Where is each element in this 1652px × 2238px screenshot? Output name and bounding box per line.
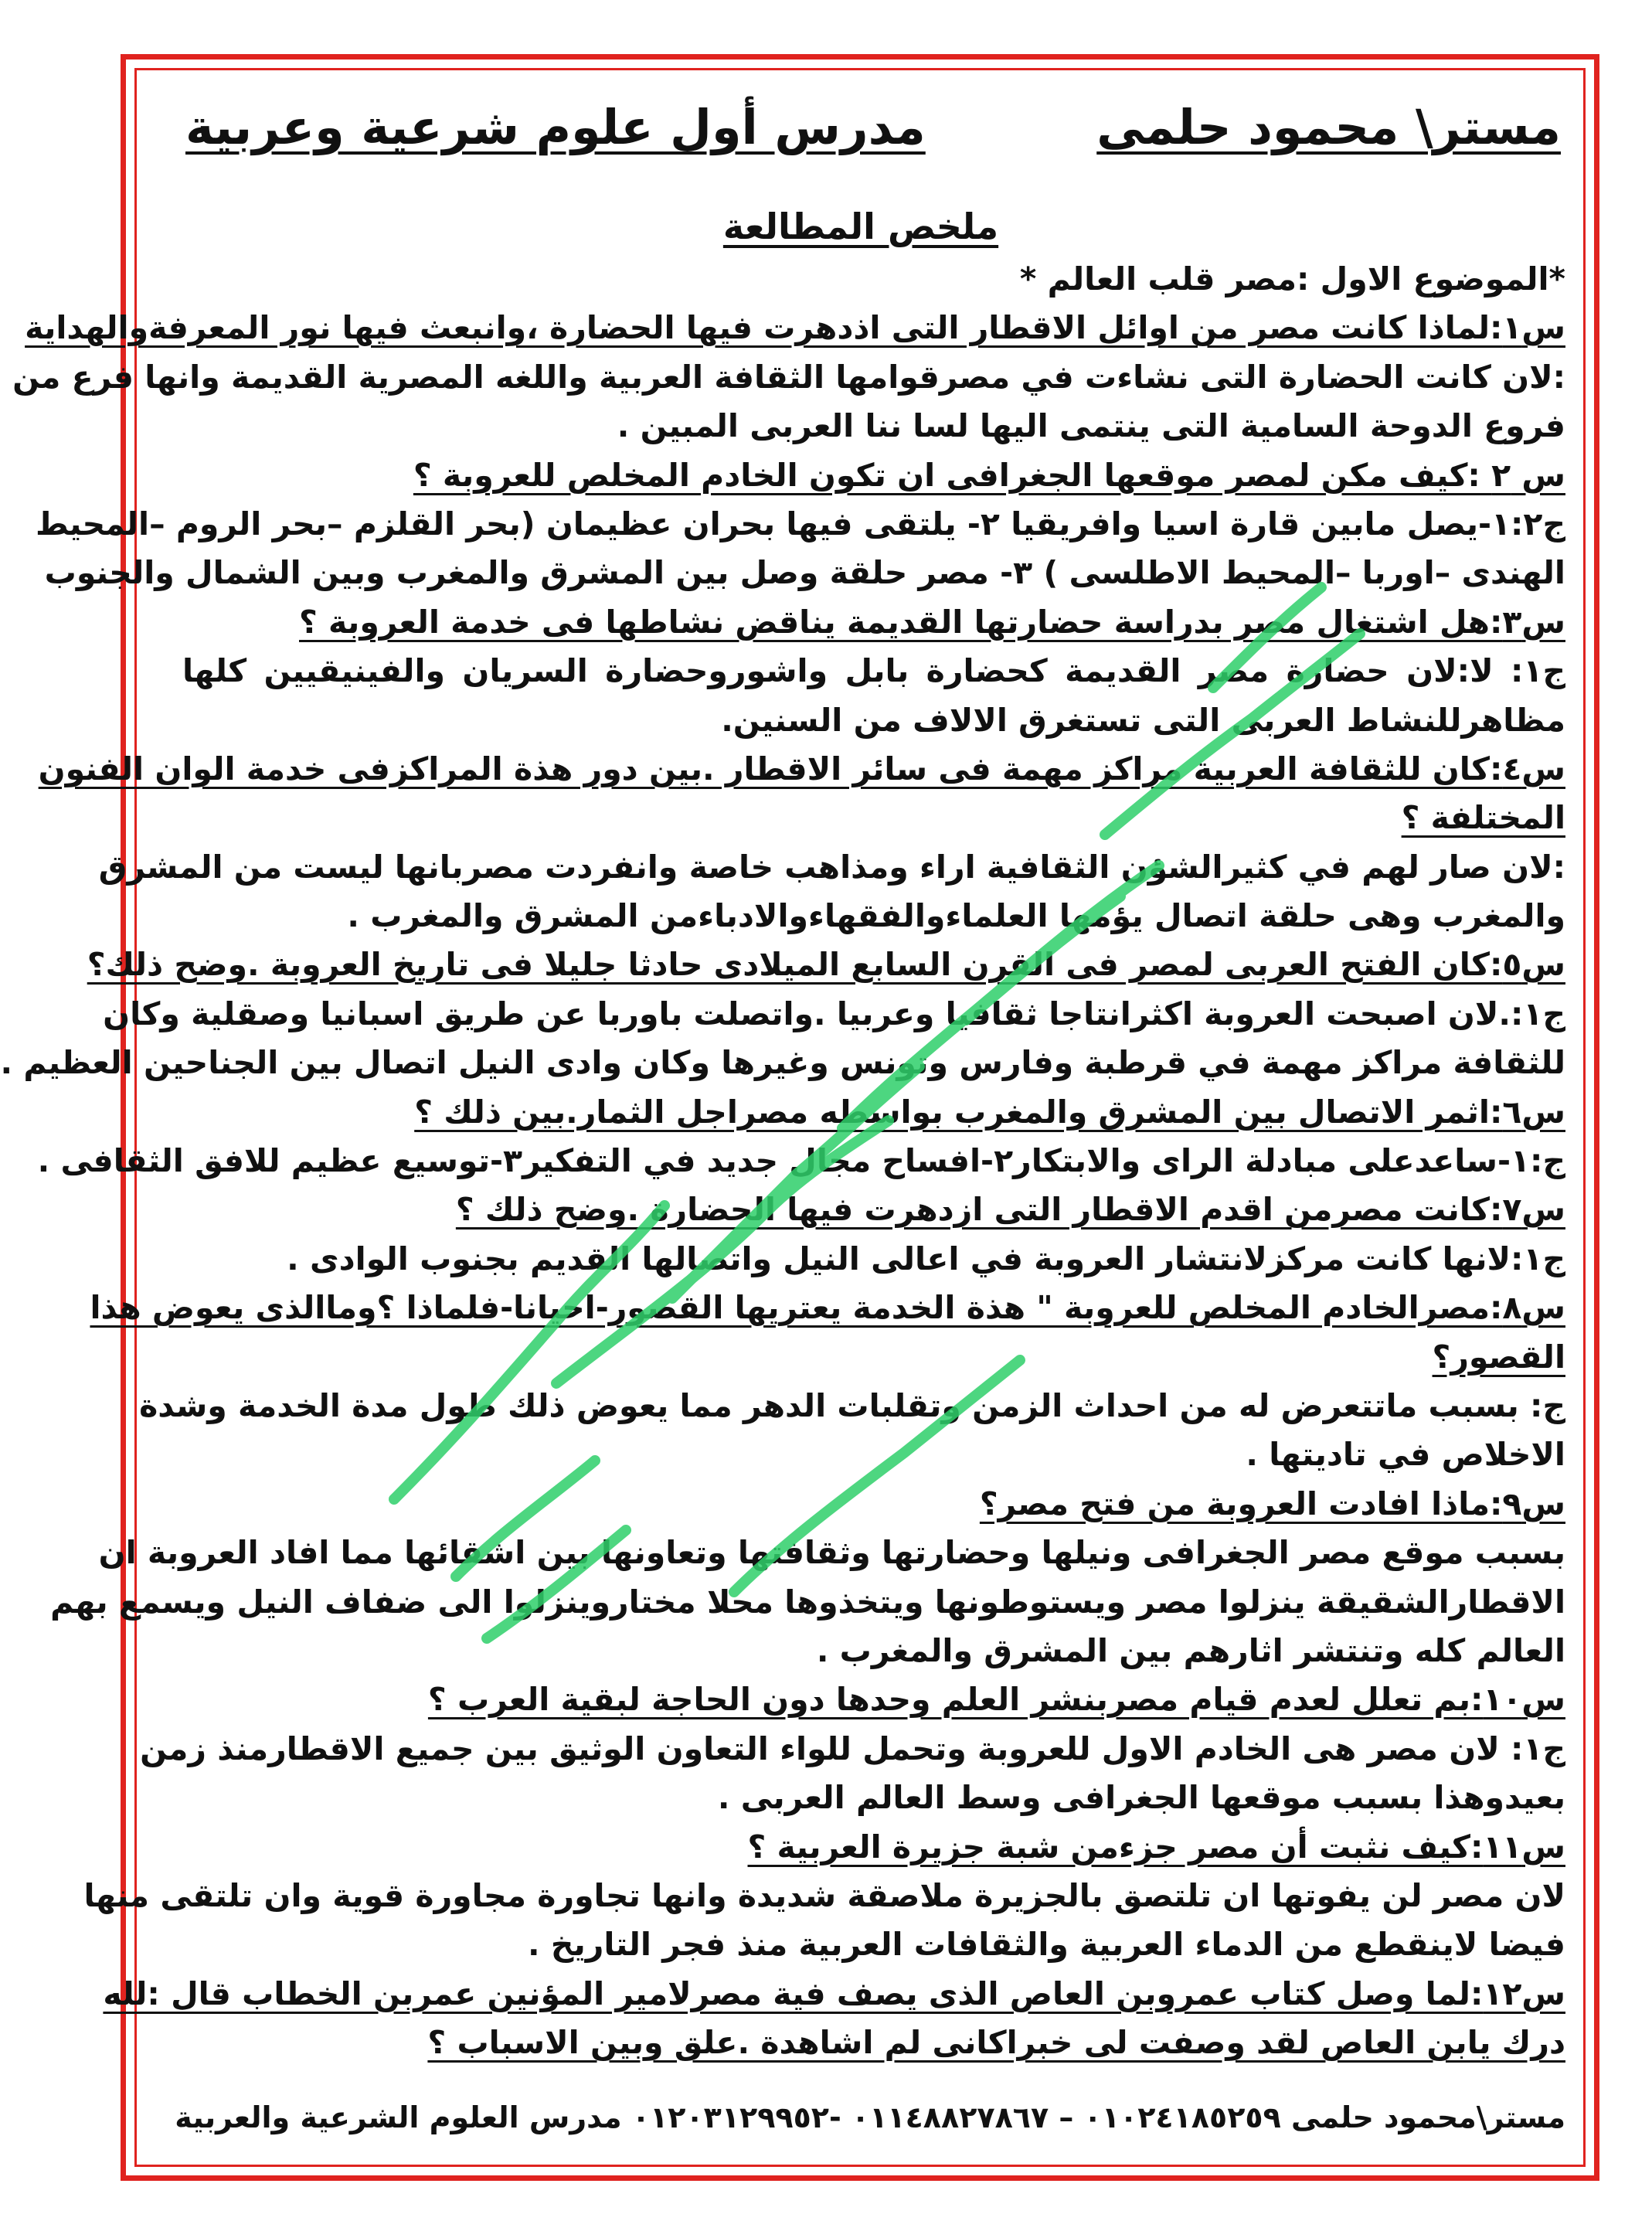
answer-line: بعيدوهذا بسبب موقعها الجغرافى وسط العالم العربى . [717,1779,1565,1817]
question-line: س٣:هل اشتغال مصر بدراسة حضارتها القديمة يناقض نشاطها فى خدمة العروبة ؟ [299,603,1565,641]
answer-line: لان مصر لن يفوتها ان تلتصق بالجزيرة ملاصقة شديدة وانها تجاورة مجاورة قوية وان تلتقى منها [83,1876,1565,1914]
question-line: س٧:كانت مصرمن اقدم الاقطار التى ازدهرت فيها الحضارة .وضح ذلك ؟ [455,1191,1565,1229]
teacher-role: مدرس أول علوم شرعية وعربية [185,99,926,155]
answer-line: *الموضوع الاول :مصر قلب العالم * [1019,260,1565,298]
answer-line: الاخلاص في تاديتها . [1246,1436,1565,1474]
question-line: س٥:كان الفتح العربى لمصر فى القرن السابع الميلادى حادثا جليلا فى تاريخ العروبة .وضح ذلك؟ [87,946,1565,984]
question-line: س١٢:لما وصل كتاب عمروبن العاص الذى يصف فية مصرلامير المؤنين عمربن الخطاب قال :لله [103,1974,1565,2012]
teacher-name: مستر\ محمود حلمى [1096,99,1561,155]
answer-line: ج١:لانها كانت مركزلانتشار العروبة في اعالى النيل واتصالها القديم بجنوب الوادى . [287,1240,1565,1277]
question-line: س٤:كان للثقافة العربية مراكز مهمة فى سائر الاقطار .بين دور هذة المراكزفى خدمة الوان الفنون [38,750,1565,787]
answer-line: الهندى –اوربا –المحيط الاطلسى ) ٣- مصر حلقة وصل بين المشرق والمغرب وبين الشمال والجنوب [44,554,1565,592]
question-line: س٩:ماذا افادت العروبة من فتح مصر؟ [979,1485,1565,1522]
answer-line: ج: بسبب ماتتعرض له من احداث الزمن وتقلبات الدهر مما يعوض ذلك طول مدة الخدمة وشدة [139,1386,1565,1424]
question-line: س١:لماذا كانت مصر من اوائل الاقطار التى اذدهرت فيها الحضارة ،وانبعث فيها نور المعرفةوالهداية [25,309,1565,347]
question-line: القصور؟ [1432,1338,1565,1376]
answer-line: :لان كانت الحضارة التى نشاءت في مصرقوامها الثقافة العربية واللغه المصرية القديمة وانها فرع من [12,358,1565,396]
answer-line: ج١:.لان اصبحت العروبة اكثرانتاجا ثقافيا وعربيا .واتصلت باوربا عن طريق اسبانيا وصقلية وكان [103,995,1565,1032]
answer-line: ج١: لا:لان حضارة مصر القديمة كحضارة بابل واشوروحضارة السريان والفينيقيين كلها [182,652,1565,690]
question-line: س١١:كيف نثبت أن مصر جزءمن شبة جزيرة العربية ؟ [747,1828,1565,1866]
answer-line: العالم كله وتنتشر اثارهم بين المشرق والمغرب . [816,1631,1565,1669]
question-line: س٨:مصرالخادم المخلص للعروبة " هذة الخدمة يعتريها القصور-احيانا-فلماذا ؟وماالذى يعوض هذا [90,1289,1565,1327]
answer-line: فيضا لاينقطع من الدماء العربية والثقافات العربية منذ فجر التاريخ . [528,1926,1565,1964]
answer-line: ج١: لان مصر هى الخادم الاول للعروبة وتحمل للواء التعاون الوثيق بين جميع الاقطارمنذ زمن [140,1730,1565,1767]
answer-line: بسبب موقع مصر الجغرافى ونيلها وحضارتها وثقافتها وتعاونها بين اشقائها مما افاد العروبة ان [98,1534,1565,1572]
question-line: س١٠:بم تعلل لعدم قيام مصربنشر العلم وحدها دون الحاجة لبقية العرب ؟ [427,1681,1565,1719]
question-line: س٦:اثمر الاتصال بين المشرق والمغرب بواسطه مصراجل الثمار.بين ذلك ؟ [414,1093,1565,1131]
summary-body [0,255,1565,2067]
answer-line: :لان صار لهم في كثيرالشؤن الثقافية اراء ومذاهب خاصة وانفردت مصربانها ليست من المشرق [98,848,1565,886]
answer-line: ج١:٢-يصل مابين قارة اسيا وافريقيا ٢- يلتقى فيها بحران عظيمان (بحر القلزم –بحر الروم –المحيط [35,505,1565,542]
page-header [185,99,1561,168]
page-footer: مستر\محمود حلمى ٠١٠٢٤١٨٥٢٥٩ – ٠١١٤٨٨٢٧٨٦٧ -٠١٢٠٣١٢٩٩٥٢ مدرس العلوم الشرعية والعربية [175,2100,1565,2134]
answer-line: والمغرب وهى حلقة اتصال يؤمها العلماءوالفقهاءوالادباءمن المشرق والمغرب . [347,897,1565,935]
answer-line: الاقطارالشقيقة ينزلوا مصر ويستوطونها ويتخذوها محلا مختاروينزلوا الى ضفاف النيل ويسمع بهم [50,1583,1565,1621]
answer-line: للثقافة مراكز مهمة في قرطبة وفارس وتونس وغيرها وكان وادى النيل اتصال بين الجناحين العظيم . [0,1044,1565,1082]
answer-line: ج:١-ساعدعلى مبادلة الراى والابتكار٢-افساح مجال جديد في التفكير٣-توسيع عظيم للافق الثقافى . [37,1142,1565,1180]
answer-line: مظاهرللنشاط العربى التى تستغرق الالاف من السنين. [721,701,1565,739]
question-line: المختلفة ؟ [1401,799,1565,837]
question-line: س ٢ :كيف مكن لمصر موقعها الجغرافى ان تكون الخادم المخلص للعروبة ؟ [413,456,1565,494]
answer-line: فروع الدوحة السامية التى ينتمى اليها لسا ننا العربى المبين . [617,407,1565,445]
page-title: ملخص المطالعة [722,206,999,247]
question-line: درك يابن العاص لقد وصفت لى خبراكانى لم اشاهدة .علق وبين الاسباب ؟ [427,2024,1565,2062]
